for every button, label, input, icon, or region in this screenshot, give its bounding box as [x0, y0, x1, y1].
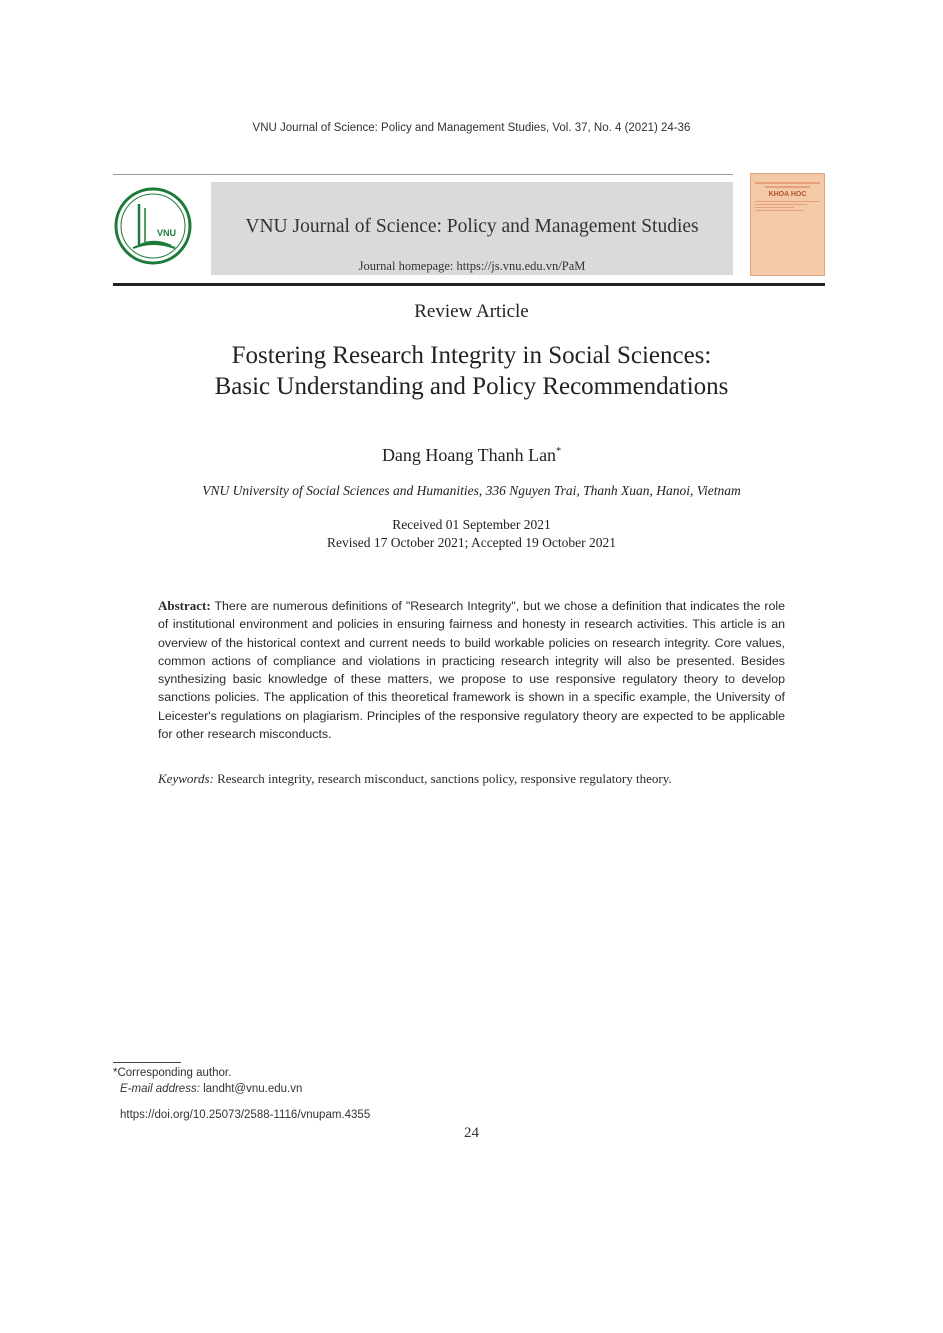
abstract	[158, 597, 785, 743]
journal-banner	[211, 182, 733, 275]
article-dates	[0, 516, 943, 552]
keywords	[158, 771, 785, 787]
corresponding-mark: *	[556, 446, 562, 457]
journal-homepage[interactable]: Journal homepage: https://js.vnu.edu.vn/PaM	[358, 259, 586, 273]
journal-cover-thumbnail	[750, 173, 825, 276]
article-title	[0, 340, 943, 402]
keywords-text: Research integrity, research misconduct, sanctions policy, responsive regulatory theory.	[217, 771, 672, 786]
email-label: E-mail address:	[120, 1083, 200, 1095]
revised-accepted-date: Revised 17 October 2021; Accepted 19 October 2021	[326, 535, 617, 550]
footnote-email	[120, 1083, 302, 1095]
header-divider	[113, 174, 733, 175]
affiliation: VNU University of Social Sciences and Humanities, 336 Nguyen Trai, Thanh Xuan, Hanoi, Vietnam	[202, 483, 741, 498]
keywords-label: Keywords:	[158, 771, 214, 786]
title-line-1: Fostering Research Integrity in Social Sciences:	[231, 342, 712, 369]
received-date: Received 01 September 2021	[392, 517, 551, 532]
author-name: Dang Hoang Thanh Lan	[381, 445, 557, 465]
author-line	[0, 445, 943, 466]
running-header: VNU Journal of Science: Policy and Management Studies, Vol. 37, No. 4 (2021) 24-36	[252, 122, 691, 134]
title-line-2: Basic Understanding and Policy Recommendations	[214, 373, 729, 400]
article-type: Review Article	[414, 301, 529, 322]
footnote-divider	[113, 1062, 181, 1063]
email-address[interactable]: landht@vnu.edu.vn	[203, 1083, 303, 1095]
doi-link[interactable]: https://doi.org/10.25073/2588-1116/vnupam.4355	[120, 1109, 371, 1121]
header-thick-rule	[113, 283, 825, 286]
abstract-text: There are numerous definitions of "Research Integrity", but we chose a definition that indicates the role of institutional environment and policies in ensuring fairness and honesty in research activities. This article is an overview of the historical context and current needs to build workable policies on research integrity. Core values, common actions of compliance and violations in practicing research integrity will also be presented. Besides synthesizing basic knowledge of these matters, we propose to use responsive regulatory theory to develop sanctions policies. The application of this theoretical framework is shown in a specific example, the University of Leicester's regulations on plagiarism. Principles of the responsive regulatory theory are expected to be applicable for other research misconducts.	[158, 599, 785, 742]
vnu-logo	[113, 186, 193, 266]
cover-title: KHOA HOC	[768, 191, 807, 198]
journal-title: VNU Journal of Science: Policy and Management Studies	[245, 216, 699, 237]
page-number: 24	[464, 1125, 479, 1141]
abstract-label: Abstract:	[158, 598, 211, 613]
logo-text: VNU	[157, 228, 177, 238]
footnote-corresponding: *Corresponding author.	[113, 1067, 232, 1079]
